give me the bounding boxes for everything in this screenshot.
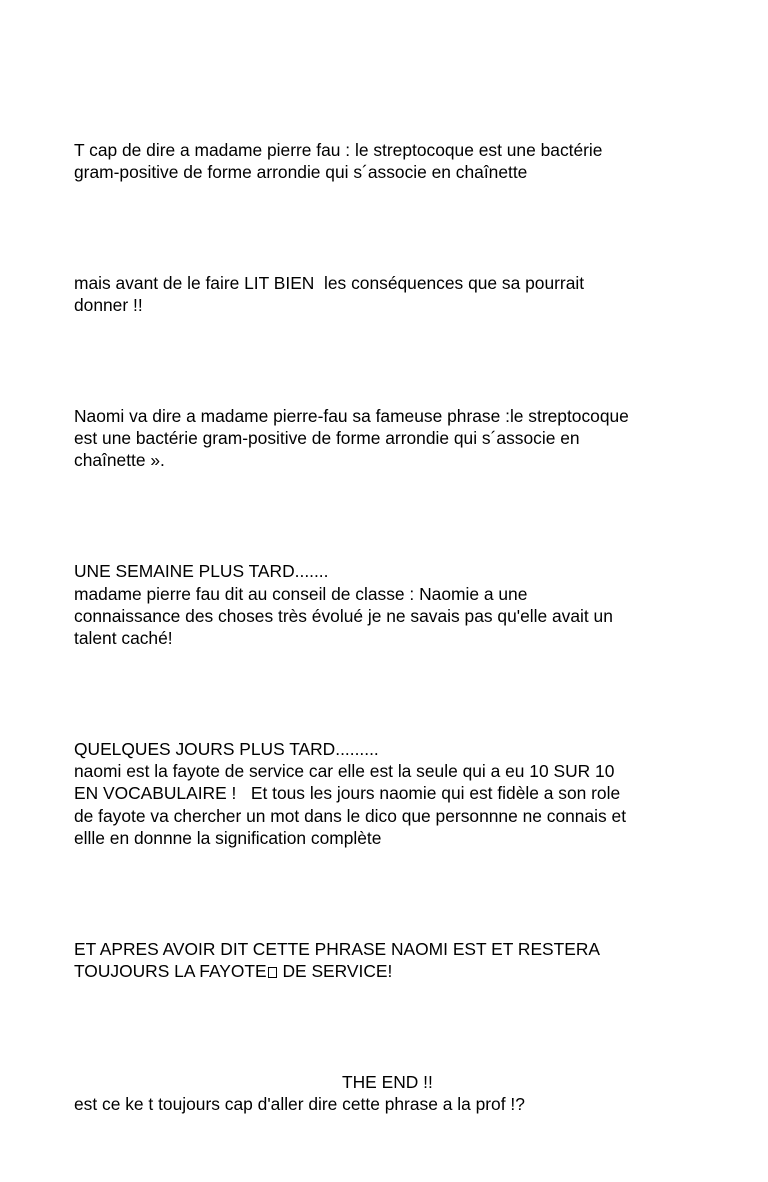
paragraph-the-end [74,1071,714,1115]
text-line: madame pierre fau dit au conseil de classe : Naomie a une [74,583,528,604]
text-line: T cap de dire a madame pierre fau : le streptocoque est une bactérie [74,139,603,160]
text-line: TOUJOURS LA FAYOTE [74,961,267,982]
text-line: connaissance des choses très évolué je ne savais pas qu'elle avait un [74,605,613,626]
text-line: chaînette ». [74,450,165,471]
text-line: ET APRES AVOIR DIT CETTE PHRASE NAOMI EST ET RESTERA [74,938,601,959]
final-question: est ce ke t toujours cap d'aller dire cette phrase a la prof !? [74,1094,525,1115]
text-line: EN VOCABULAIRE ! Et tous les jours naomie qui est fidèle a son role [74,783,621,804]
end-title: THE END !! [342,1072,433,1093]
text-line: talent caché! [74,628,173,649]
text-line: naomi est la fayote de service car elle est la seule qui a eu 10 SUR 10 [74,761,615,782]
text-line: QUELQUES JOURS PLUS TARD......... [74,739,379,760]
paragraph-intro [74,139,714,183]
paragraph-naomi-phrase [74,405,714,472]
text-line: de fayote va chercher un mot dans le dico que personnne ne connais et [74,805,627,826]
text-line: Naomi va dire a madame pierre-fau sa fameuse phrase :le streptocoque [74,406,629,427]
paragraph-closing [74,938,714,982]
text-line: donner !! [74,295,143,316]
text-line: gram-positive de forme arrondie qui s´associe en chaînette [74,161,528,182]
paragraph-warning [74,272,714,316]
text-line: DE SERVICE! [277,961,393,982]
text-line: ellle en donnne la signification complète [74,827,382,848]
text-line: UNE SEMAINE PLUS TARD....... [74,561,329,582]
text-line: est une bactérie gram-positive de forme arrondie qui s´associe en [74,428,580,449]
document-body [74,72,714,1182]
paragraph-one-week-later [74,560,714,649]
text-line: mais avant de le faire LIT BIEN les conséquences que sa pourrait [74,272,585,293]
paragraph-few-days-later [74,738,714,849]
missing-glyph-box-icon [268,967,277,978]
